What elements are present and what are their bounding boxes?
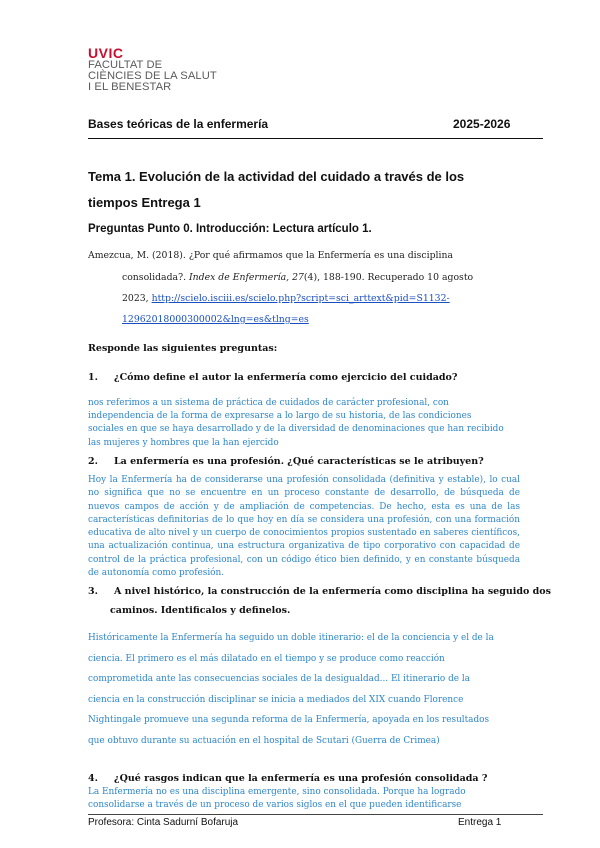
reference-line-4 [122,314,309,325]
logo-brand: UVIC [88,45,124,61]
reference-line-1: Amezcua, M. (2018). ¿Por qué afirmamos que la Enfermería es una disciplina [88,250,454,261]
reference-text: consolidada?. [122,272,189,283]
answer-line: La Enfermería no es una disciplina emergente, sino consolidada. Porque ha logrado [88,787,466,797]
answer-line: las mujeres y hombres que la han ejercido [88,437,279,448]
section-subtitle: Preguntas Punto 0. Introducción: Lectura artículo 1. [88,223,372,235]
question-number: 2. [88,456,98,467]
reference-line-3 [122,293,450,304]
question-2 [88,456,484,467]
uvic-logo [88,46,217,93]
reference-link[interactable]: http://scielo.isciii.es/scielo.php?script=sci_arttext&pid=S1132- [151,293,450,304]
journal-name: Index de Enfermería, 27 [189,272,304,283]
course-name: Bases teóricas de la enfermería [88,117,269,131]
answer-line: consolidarse a través de un proceso de varios siglos en el que pueden identificarse [88,799,462,810]
answer-line: ciencia. El primero es el más dilatado en el tiempo y se produce como reacción [88,653,445,664]
answer-line: Históricamente la Enfermería ha seguido un doble itinerario: el de la conciencia y el de la [88,633,494,643]
answer-line: Nightingale promueve una segunda reforma de la Enfermería, apoyada en los resultados [88,715,490,725]
answer-line: ciencia en la construcción disciplinar se inicia a mediados del XIX cuando Florence [88,694,464,705]
footer-divider [88,814,543,815]
answer-1 [88,397,520,450]
answer-line: sociales en que se haya desarrollado y de la diversidad de denominaciones que han recibido [88,424,504,435]
reference-line-2 [122,272,473,283]
header-divider [88,138,543,139]
footer-professor: Profesora: Cinta Sadurní Bofaruja [88,817,239,828]
question-4 [88,773,487,784]
question-text: A nivel histórico, la construcción de la enfermería como disciplina ha seguido dos [114,586,551,597]
reference-year: 2023, [122,293,152,304]
footer-delivery: Entrega 1 [458,817,502,828]
logo-line-2: CIÈNCIES DE LA SALUT [88,70,217,82]
reference-issue: (4), 188-190. Recuperado 10 agosto [303,272,474,283]
question-number: 3. [88,586,98,597]
answer-line: que obtuvo durante su actuación en el hospital de Scutari (Guerra de Crimea) [88,735,440,746]
answer-line: nos referimos a un sistema de práctica de cuidados de carácter profesional, con [88,398,449,408]
question-text: La enfermería es una profesión. ¿Qué características se le atribuyen? [114,456,484,467]
document-title-line-2: tiempos Entrega 1 [88,195,201,210]
answer-line: comprometida ante las consecuencias sociales de la desigualdad... El itinerario de la [88,674,470,684]
question-number: 4. [88,773,98,784]
question-1 [88,372,457,383]
logo-line-1: FACULTAT DE [88,59,163,71]
answer-2: Hoy la Enfermería ha de considerarse una profesión consolidada (definitiva y estable), lo cual no significa que no se encuentre en un proceso constante de desarrollo, de búsqueda de nuevos campos de acción y de ampliación de competencias. De hecho, esta es una de las características definitorias de lo que hoy en día se considera una profesión, con una formación educativa de alto nivel y un cuerpo de conocimientos propios sustentado en saberes científicos, una actualización continua, una estructura organizativa de tipo corporativo con capacidad de control de la práctica profesional, con un código ético bien definido, y en constante búsqueda de autonomía como profesión. [88,475,520,579]
answer-3 [88,628,520,751]
question-3 [88,586,551,597]
question-text: ¿Cómo define el autor la enfermería como ejercicio del cuidado? [114,372,458,383]
logo-line-3: I EL BENESTAR [88,81,172,93]
academic-year: 2025-2026 [453,117,511,131]
answer-line: independencia de la forma de expresarse a lo largo de su historia, de las condiciones [88,411,472,422]
question-text: ¿Qué rasgos indican que la enfermería es una profesión consolidada ? [114,773,488,784]
question-number: 1. [88,372,98,383]
reference-link-continued[interactable]: 12962018000300002 [122,314,223,325]
questions-intro: Responde las siguientes preguntas: [88,343,278,354]
question-3-continued: caminos. Identificalos y definelos. [110,605,291,616]
reference-link-tail[interactable]: &lng=es&tlng=es [222,314,309,325]
document-title-line-1: Tema 1. Evolución de la actividad del cuidado a través de los [88,169,465,184]
answer-4 [88,786,520,812]
